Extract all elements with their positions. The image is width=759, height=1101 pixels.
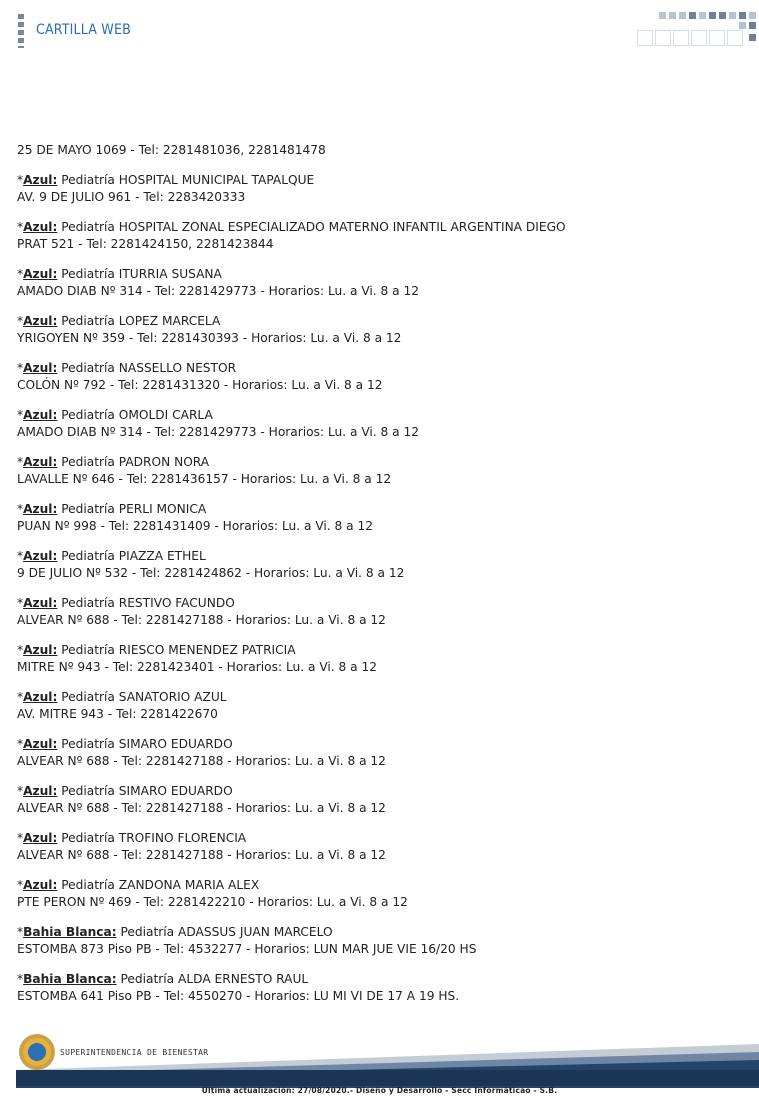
entry-title-line: *Azul: Pediatría NASSELLO NESTOR (17, 361, 237, 375)
entry-address: PTE PERON Nº 469 - Tel: 2281422210 - Horarios: Lu. a Vi. 8 a 12 (17, 895, 408, 909)
entry-address: PRAT 521 - Tel: 2281424150, 2281423844 (17, 237, 274, 251)
entry-city: Azul: (23, 831, 58, 845)
list-item (17, 924, 737, 958)
entry-address: LAVALLE Nº 646 - Tel: 2281436157 - Horarios: Lu. a Vi. 8 a 12 (17, 472, 392, 486)
entry-city: Azul: (23, 643, 58, 657)
entry-title-line: *Azul: Pediatría OMOLDI CARLA (17, 408, 213, 422)
entry-address: AMADO DIAB Nº 314 - Tel: 2281429773 - Horarios: Lu. a Vi. 8 a 12 (17, 425, 420, 439)
directory-content (17, 142, 737, 1005)
entry-address: AMADO DIAB Nº 314 - Tel: 2281429773 - Horarios: Lu. a Vi. 8 a 12 (17, 284, 420, 298)
entry-address: PUAN Nº 998 - Tel: 2281431409 - Horarios: Lu. a Vi. 8 a 12 (17, 519, 374, 533)
entry-title: Pediatría PIAZZA ETHEL (57, 549, 206, 563)
entry-title-line: *Azul: Pediatría RESTIVO FACUNDO (17, 596, 235, 610)
entry-city: Bahia Blanca: (23, 925, 117, 939)
entry-address: ALVEAR Nº 688 - Tel: 2281427188 - Horarios: Lu. a Vi. 8 a 12 (17, 754, 386, 768)
entry-address: COLÓN Nº 792 - Tel: 2281431320 - Horarios: Lu. a Vi. 8 a 12 (17, 378, 383, 392)
list-item (17, 830, 737, 864)
entry-title-line: *Azul: Pediatría HOSPITAL ZONAL ESPECIALIZADO MATERNO INFANTIL ARGENTINA DIEGO (17, 220, 566, 234)
entry-title-line: *Azul: Pediatría PERLI MONICA (17, 502, 207, 516)
entry-title-line: *Azul: Pediatría PADRON NORA (17, 455, 210, 469)
list-item (17, 971, 737, 1005)
entry-title: Pediatría OMOLDI CARLA (57, 408, 213, 422)
entry-title-line: *Azul: Pediatría SIMARO EDUARDO (17, 784, 233, 798)
entry-city: Azul: (23, 690, 58, 704)
list-item (17, 313, 737, 347)
list-item (17, 172, 737, 206)
entry-title-line: *Azul: Pediatría HOSPITAL MUNICIPAL TAPALQUE (17, 173, 315, 187)
list-item (17, 219, 737, 253)
entry-city: Azul: (23, 173, 58, 187)
list-item (17, 595, 737, 629)
entry-city: Azul: (23, 549, 58, 563)
entry-title-line: *Azul: Pediatría PIAZZA ETHEL (17, 549, 206, 563)
entry-title: Pediatría HOSPITAL ZONAL ESPECIALIZADO MATERNO INFANTIL ARGENTINA DIEGO (57, 220, 566, 234)
entry-city: Azul: (23, 361, 58, 375)
list-item (17, 877, 737, 911)
entry-city: Azul: (23, 502, 58, 516)
entry-city: Azul: (23, 267, 58, 281)
entry-title: Pediatría SANATORIO AZUL (57, 690, 227, 704)
entry-title: Pediatría RESTIVO FACUNDO (57, 596, 235, 610)
entry-city: Azul: (23, 737, 58, 751)
entry-title: Pediatría SIMARO EDUARDO (57, 737, 233, 751)
list-item (17, 689, 737, 723)
header-accent-bar (18, 14, 24, 48)
entry-title: Pediatría HOSPITAL MUNICIPAL TAPALQUE (57, 173, 315, 187)
entry-title: Pediatría ALDA ERNESTO RAUL (116, 972, 309, 986)
entry-title-line: *Azul: Pediatría ZANDONA MARIA ALEX (17, 878, 260, 892)
entry-title: Pediatría ADASSUS JUAN MARCELO (116, 925, 333, 939)
entry-title-line: *Bahia Blanca: Pediatría ALDA ERNESTO RAUL (17, 972, 309, 986)
institution-seal-icon (19, 1034, 55, 1070)
entry-title: Pediatría PERLI MONICA (57, 502, 207, 516)
entry-address: AV. 9 DE JULIO 961 - Tel: 2283420333 (17, 190, 246, 204)
entry-city: Azul: (23, 408, 58, 422)
entry-title: Pediatría PADRON NORA (57, 455, 210, 469)
entry-city: Azul: (23, 314, 58, 328)
entry-city: Azul: (23, 220, 58, 234)
entry-title: Pediatría ITURRIA SUSANA (57, 267, 222, 281)
footer-update-text: Última actualización: 27/08/2020.- Diseño y Desarrollo - Secc Informáticao - S.B. (201, 1086, 558, 1095)
entry-title-line: *Azul: Pediatría SIMARO EDUARDO (17, 737, 233, 751)
entry-title-line: *Azul: Pediatría ITURRIA SUSANA (17, 267, 222, 281)
entry-title: Pediatría RIESCO MENENDEZ PATRICIA (57, 643, 296, 657)
footer-org-name: SUPERINTENDENCIA DE BIENESTAR (60, 1048, 209, 1057)
entry-city: Azul: (23, 596, 58, 610)
footer-band (16, 1070, 759, 1086)
entry-title: Pediatría TROFINO FLORENCIA (57, 831, 247, 845)
list-item (17, 360, 737, 394)
entry-title-line: *Azul: Pediatría SANATORIO AZUL (17, 690, 227, 704)
entry-address: YRIGOYEN Nº 359 - Tel: 2281430393 - Horarios: Lu. a Vi. 8 a 12 (17, 331, 402, 345)
list-item (17, 501, 737, 535)
entry-title-line: *Azul: Pediatría LOPEZ MARCELA (17, 314, 221, 328)
pixel-decoration (629, 10, 759, 50)
entry-address: MITRE Nº 943 - Tel: 2281423401 - Horarios: Lu. a Vi. 8 a 12 (17, 660, 378, 674)
entry-address: ALVEAR Nº 688 - Tel: 2281427188 - Horarios: Lu. a Vi. 8 a 12 (17, 613, 386, 627)
list-item (17, 642, 737, 676)
entry-city: Azul: (23, 784, 58, 798)
entry-title: Pediatría NASSELLO NESTOR (57, 361, 237, 375)
entry-address: ALVEAR Nº 688 - Tel: 2281427188 - Horarios: Lu. a Vi. 8 a 12 (17, 848, 386, 862)
page-title: CARTILLA WEB (36, 22, 131, 38)
entry-title-line: *Azul: Pediatría TROFINO FLORENCIA (17, 831, 247, 845)
entry-address: ALVEAR Nº 688 - Tel: 2281427188 - Horarios: Lu. a Vi. 8 a 12 (17, 801, 386, 815)
entry-address: ESTOMBA 641 Piso PB - Tel: 4550270 - Horarios: LU MI VI DE 17 A 19 HS. (17, 989, 460, 1003)
entry-city: Azul: (23, 878, 58, 892)
entry-title: Pediatría SIMARO EDUARDO (57, 784, 233, 798)
list-item (17, 266, 737, 300)
entry-title: Pediatría LOPEZ MARCELA (57, 314, 221, 328)
entry-title-line: *Azul: Pediatría RIESCO MENENDEZ PATRICIA (17, 643, 296, 657)
entry-address: AV. MITRE 943 - Tel: 2281422670 (17, 707, 218, 721)
entry-title-line: *Bahia Blanca: Pediatría ADASSUS JUAN MARCELO (17, 925, 333, 939)
entry-city: Bahia Blanca: (23, 972, 117, 986)
entries-list (17, 172, 737, 1005)
page-header (0, 0, 759, 60)
list-item (17, 548, 737, 582)
list-item (17, 407, 737, 441)
page-footer (0, 1028, 759, 1101)
list-item (17, 454, 737, 488)
list-item (17, 783, 737, 817)
entry-city: Azul: (23, 455, 58, 469)
entry-address: ESTOMBA 873 Piso PB - Tel: 4532277 - Horarios: LUN MAR JUE VIE 16/20 HS (17, 942, 477, 956)
continued-address-line: 25 DE MAYO 1069 - Tel: 2281481036, 2281481478 (17, 143, 326, 157)
entry-address: 9 DE JULIO Nº 532 - Tel: 2281424862 - Horarios: Lu. a Vi. 8 a 12 (17, 566, 405, 580)
entry-title: Pediatría ZANDONA MARIA ALEX (57, 878, 260, 892)
list-item (17, 736, 737, 770)
